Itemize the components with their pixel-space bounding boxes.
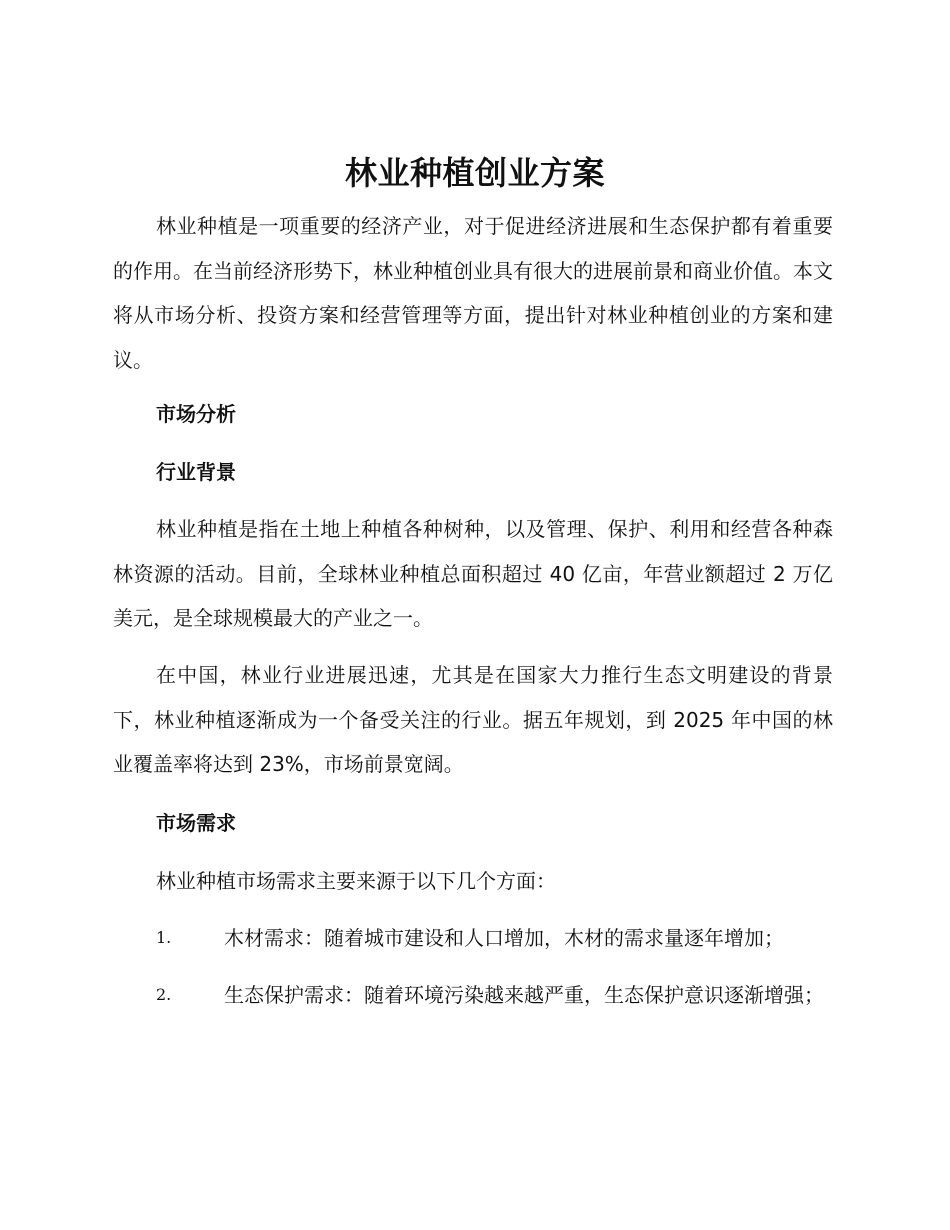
market-demand-intro-paragraph: 林业种植市场需求主要来源于以下几个方面：: [156, 869, 556, 893]
document-title: 林业种植创业方案: [344, 154, 605, 192]
subsection-heading-market-demand: 市场需求: [156, 811, 236, 835]
list-item-text: 生态保护需求：随着环境污染越来越严重，生态保护意识逐渐增强；: [224, 983, 824, 1007]
intro-paragraph: 林业种植是一项重要的经济产业，对于促进经济进展和生态保护都有着重要的作用。在当前经济形势下，林业种植创业具有很大的进展前景和商业价值。本文将从市场分析、投资方案和经营管理等方面，提出针对林业种植创业的方案和建议。: [113, 214, 833, 372]
list-item-number: 2.: [156, 985, 172, 1004]
industry-background-paragraph-2: 在中国，林业行业进展迅速，尤其是在国家大力推行生态文明建设的背景下，林业种植逐渐成为一个备受关注的行业。据五年规划，到 2025 年中国的林业覆盖率将达到 23%，市场前景宽阔。: [113, 663, 833, 776]
list-item: [113, 916, 833, 961]
subsection-heading-industry-background: 行业背景: [156, 460, 236, 484]
section-heading-market-analysis: 市场分析: [156, 402, 236, 426]
list-item: [113, 973, 833, 1018]
list-item-text: 木材需求：随着城市建设和人口增加，木材的需求量逐年增加；: [224, 926, 784, 950]
list-item-number: 1.: [156, 928, 172, 947]
industry-background-paragraph-1: 林业种植是指在土地上种植各种树种，以及管理、保护、利用和经营各种森林资源的活动。目前，全球林业种植总面积超过 40 亿亩，年营业额超过 2 万亿美元，是全球规模最大的产业之一。: [113, 517, 833, 630]
